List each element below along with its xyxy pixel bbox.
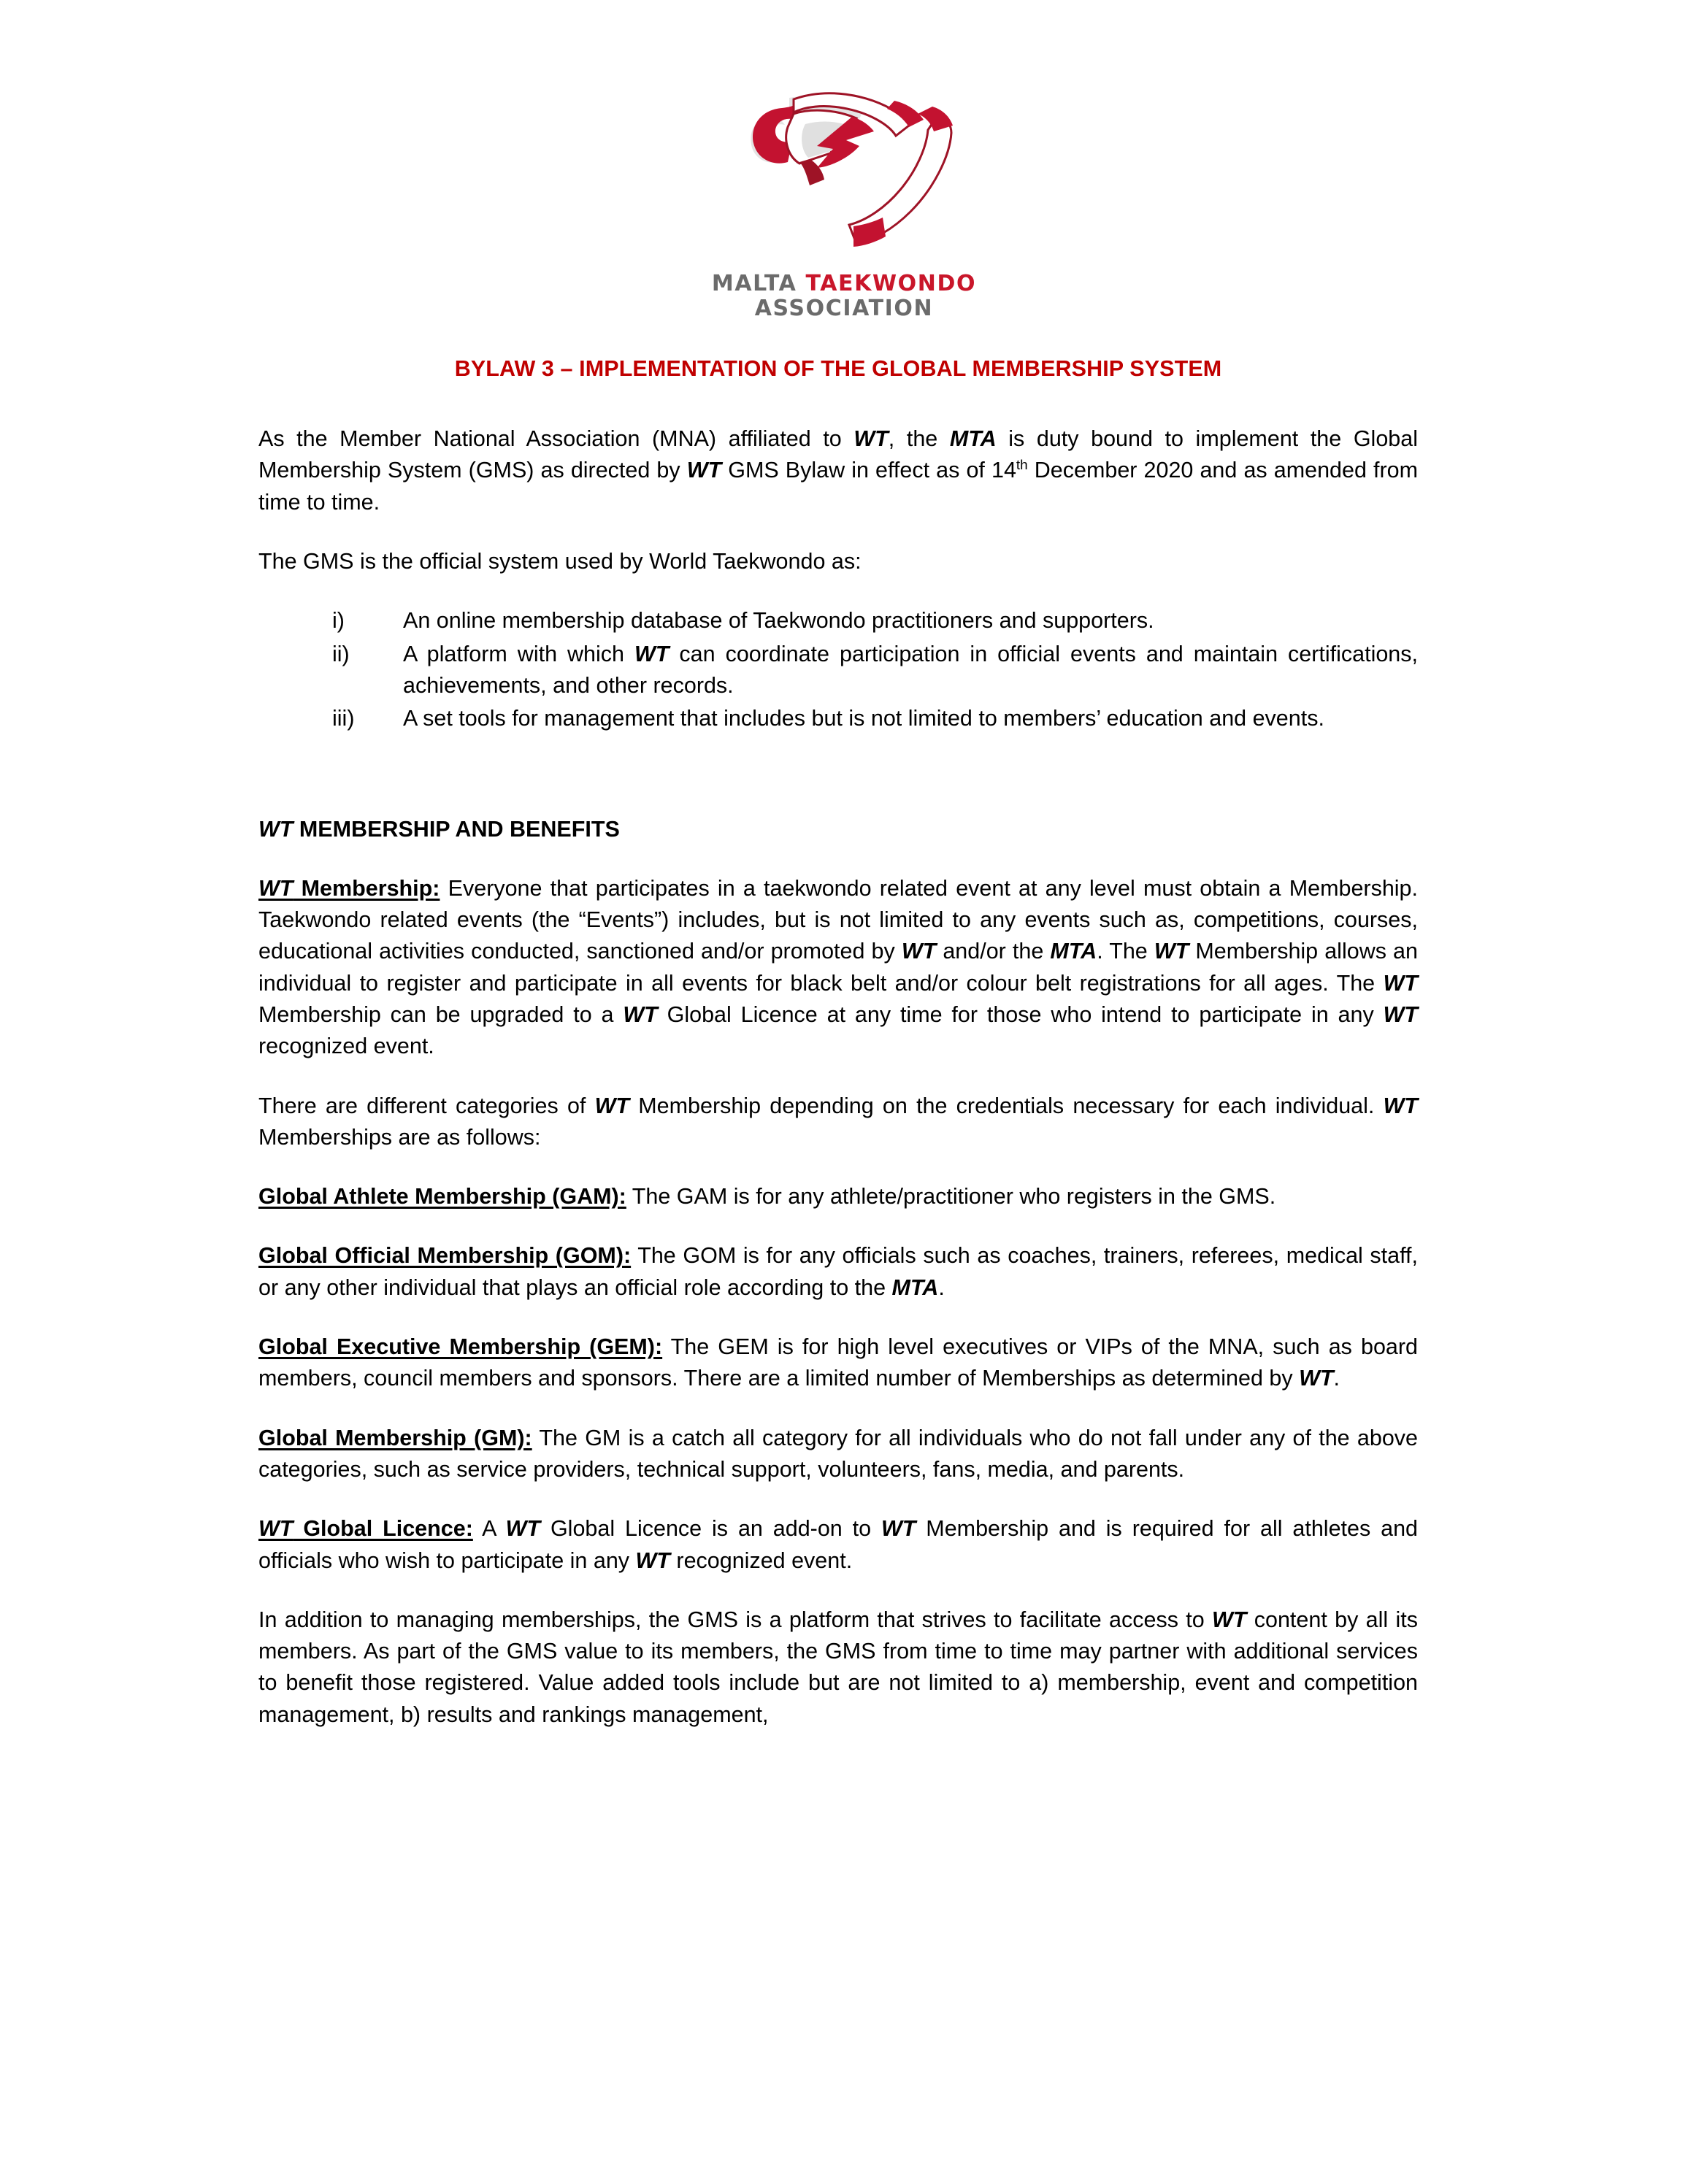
wt-membership-paragraph — [258, 873, 1418, 1063]
gem-label: Global Executive Membership (GEM): — [258, 1334, 663, 1360]
wt-membership-body-f: Global Licence at any time for those who intend to participate in any — [657, 1001, 1384, 1027]
closing-b: content by all its members. As part of the GMS value to its members, the GMS from time to time may partner with additional services to benefit those registered. Value added tools include but are not limited to a) membership, event and competition management, b) results and rankings management, — [258, 1607, 1418, 1727]
document-body — [258, 355, 1418, 1758]
mta-abbr: MTA — [1050, 939, 1097, 964]
wt-abbr: WT — [686, 458, 722, 483]
list-marker: i) — [332, 608, 345, 634]
wt-abbr: WT — [1383, 1001, 1418, 1027]
list-item — [258, 605, 1418, 637]
intro-paragraph-1 — [258, 423, 1418, 518]
mta-abbr: MTA — [949, 426, 997, 452]
global-licence-label — [258, 1516, 473, 1541]
global-licence-label-rest: Global Licence: — [293, 1516, 473, 1542]
global-licence-body-b: Global Licence is an add-on to — [540, 1516, 881, 1542]
wt-membership-label-rest: Membership: — [293, 875, 440, 901]
gm-body: The GM is a catch all category for all individuals who do not fall under any of the above categories, such as service providers, technical support, volunteers, fans, media, and parents. — [258, 1425, 1419, 1482]
gm-label: Global Membership (GM): — [258, 1425, 532, 1450]
gom-body-a: The GOM is for any officials such as coaches, trainers, referees, medical staff, or any other individual that plays an official role according to the — [258, 1243, 1418, 1300]
categories-intro-a: There are different categories of — [258, 1093, 595, 1118]
list-item-text-b: can coordinate participation in official events and maintain certifications, achievements, and other records. — [403, 641, 1418, 698]
categories-intro-b: Membership depending on the credentials necessary for each individual. — [629, 1093, 1384, 1118]
intro-p1-d: GMS Bylaw in effect as of 14 — [721, 458, 1016, 483]
list-marker: iii) — [332, 706, 355, 731]
wt-abbr: WT — [258, 875, 294, 901]
wt-membership-body-e: Membership can be upgraded to a — [258, 1001, 624, 1027]
gem-body-b: . — [1333, 1366, 1340, 1391]
wt-abbr: WT — [1383, 1093, 1419, 1118]
logo-word-taekwondo: TAEKWONDO — [805, 271, 977, 296]
wt-abbr: WT — [505, 1516, 541, 1542]
wt-abbr: WT — [258, 1516, 294, 1542]
global-licence-body-d: recognized event. — [670, 1547, 853, 1573]
section-spacer — [258, 760, 1418, 814]
list-marker: ii) — [332, 641, 350, 666]
wt-abbr: WT — [634, 641, 670, 666]
intro-p1-e: December 2020 and as amended from time to time. — [258, 458, 1419, 515]
wt-abbr: WT — [1299, 1366, 1334, 1391]
wt-membership-body-a: Everyone that participates in a taekwondo related event at any level must obtain a Membership. Taekwondo related events (the “Events”) includes, but is not limited to any events such as, competitions, courses, educational activities conducted, sanctioned and/or promoted by — [258, 875, 1418, 964]
wt-abbr: WT — [258, 816, 294, 842]
taekwondo-kicking-figure-icon — [724, 86, 964, 269]
wt-abbr: WT — [1212, 1607, 1247, 1632]
gem-paragraph — [258, 1331, 1418, 1395]
wt-abbr: WT — [901, 939, 937, 964]
ordinal-suffix: th — [1016, 458, 1028, 474]
gom-label: Global Official Membership (GOM): — [258, 1243, 632, 1269]
gm-paragraph — [258, 1423, 1418, 1486]
wt-abbr: WT — [594, 1093, 630, 1118]
closing-a: In addition to managing memberships, the GMS is a platform that strives to facilitate access to — [258, 1607, 1213, 1632]
gam-body: The GAM is for any athlete/practitioner who registers in the GMS. — [626, 1184, 1276, 1210]
logo-word-malta: MALTA — [711, 271, 806, 296]
page-title: BYLAW 3 – IMPLEMENTATION OF THE GLOBAL MEMBERSHIP SYSTEM — [454, 356, 1222, 381]
list-item-text-a: An online membership database of Taekwondo practitioners and supporters. — [403, 608, 1154, 634]
section-heading-membership-benefits — [258, 814, 1418, 845]
organization-logo — [0, 86, 1688, 321]
logo-wordmark — [712, 272, 976, 321]
intro-paragraph-2: The GMS is the official system used by World Taekwondo as: — [258, 549, 862, 574]
list-item-text-a: A platform with which — [403, 641, 634, 666]
intro-p1-c: is duty bound to implement the Global Membership System (GMS) as directed by — [258, 426, 1418, 483]
intro-p1-a: As the Member National Association (MNA) affiliated to — [258, 426, 854, 452]
gom-paragraph — [258, 1240, 1418, 1304]
gem-body-a: The GEM is for high level executives or VIPs of the MNA, such as board members, council members and sponsors. There are a limited number of Memberships as determined by — [258, 1334, 1419, 1391]
closing-paragraph — [258, 1604, 1418, 1731]
intro-p1-b: , the — [888, 426, 950, 452]
section-heading-rest: MEMBERSHIP AND BENEFITS — [293, 816, 620, 842]
global-licence-body-c: Membership and is required for all athletes and officials who wish to participate in any — [258, 1516, 1419, 1573]
gam-label: Global Athlete Membership (GAM): — [258, 1184, 626, 1210]
list-item-text-a: A set tools for management that includes but is not limited to members’ education and events. — [403, 706, 1324, 731]
wt-membership-body-d: Membership allows an individual to register and participate in all events for black belt and/or colour belt registrations for all ages. The — [258, 939, 1418, 996]
wt-membership-body-g: recognized event. — [258, 1034, 434, 1059]
list-item — [258, 639, 1418, 702]
wt-abbr: WT — [623, 1001, 658, 1027]
gms-purpose-list — [258, 605, 1418, 734]
wt-abbr: WT — [853, 426, 889, 452]
global-licence-body-a: A — [472, 1516, 506, 1542]
global-licence-paragraph — [258, 1513, 1418, 1577]
logo-word-association: ASSOCIATION — [754, 296, 934, 322]
mta-abbr: MTA — [891, 1274, 939, 1300]
categories-intro-c: Memberships are as follows: — [258, 1124, 541, 1150]
wt-abbr: WT — [1383, 970, 1418, 996]
wt-abbr: WT — [635, 1547, 670, 1573]
wt-membership-label — [258, 876, 440, 901]
categories-intro-paragraph — [258, 1091, 1418, 1154]
wt-abbr: WT — [1154, 939, 1189, 964]
wt-membership-body-b: and/or the — [936, 939, 1051, 964]
list-item — [258, 703, 1418, 734]
gam-paragraph — [258, 1181, 1418, 1212]
wt-membership-body-c: . The — [1097, 939, 1154, 964]
gom-body-b: . — [938, 1274, 945, 1300]
wt-abbr: WT — [881, 1516, 916, 1542]
